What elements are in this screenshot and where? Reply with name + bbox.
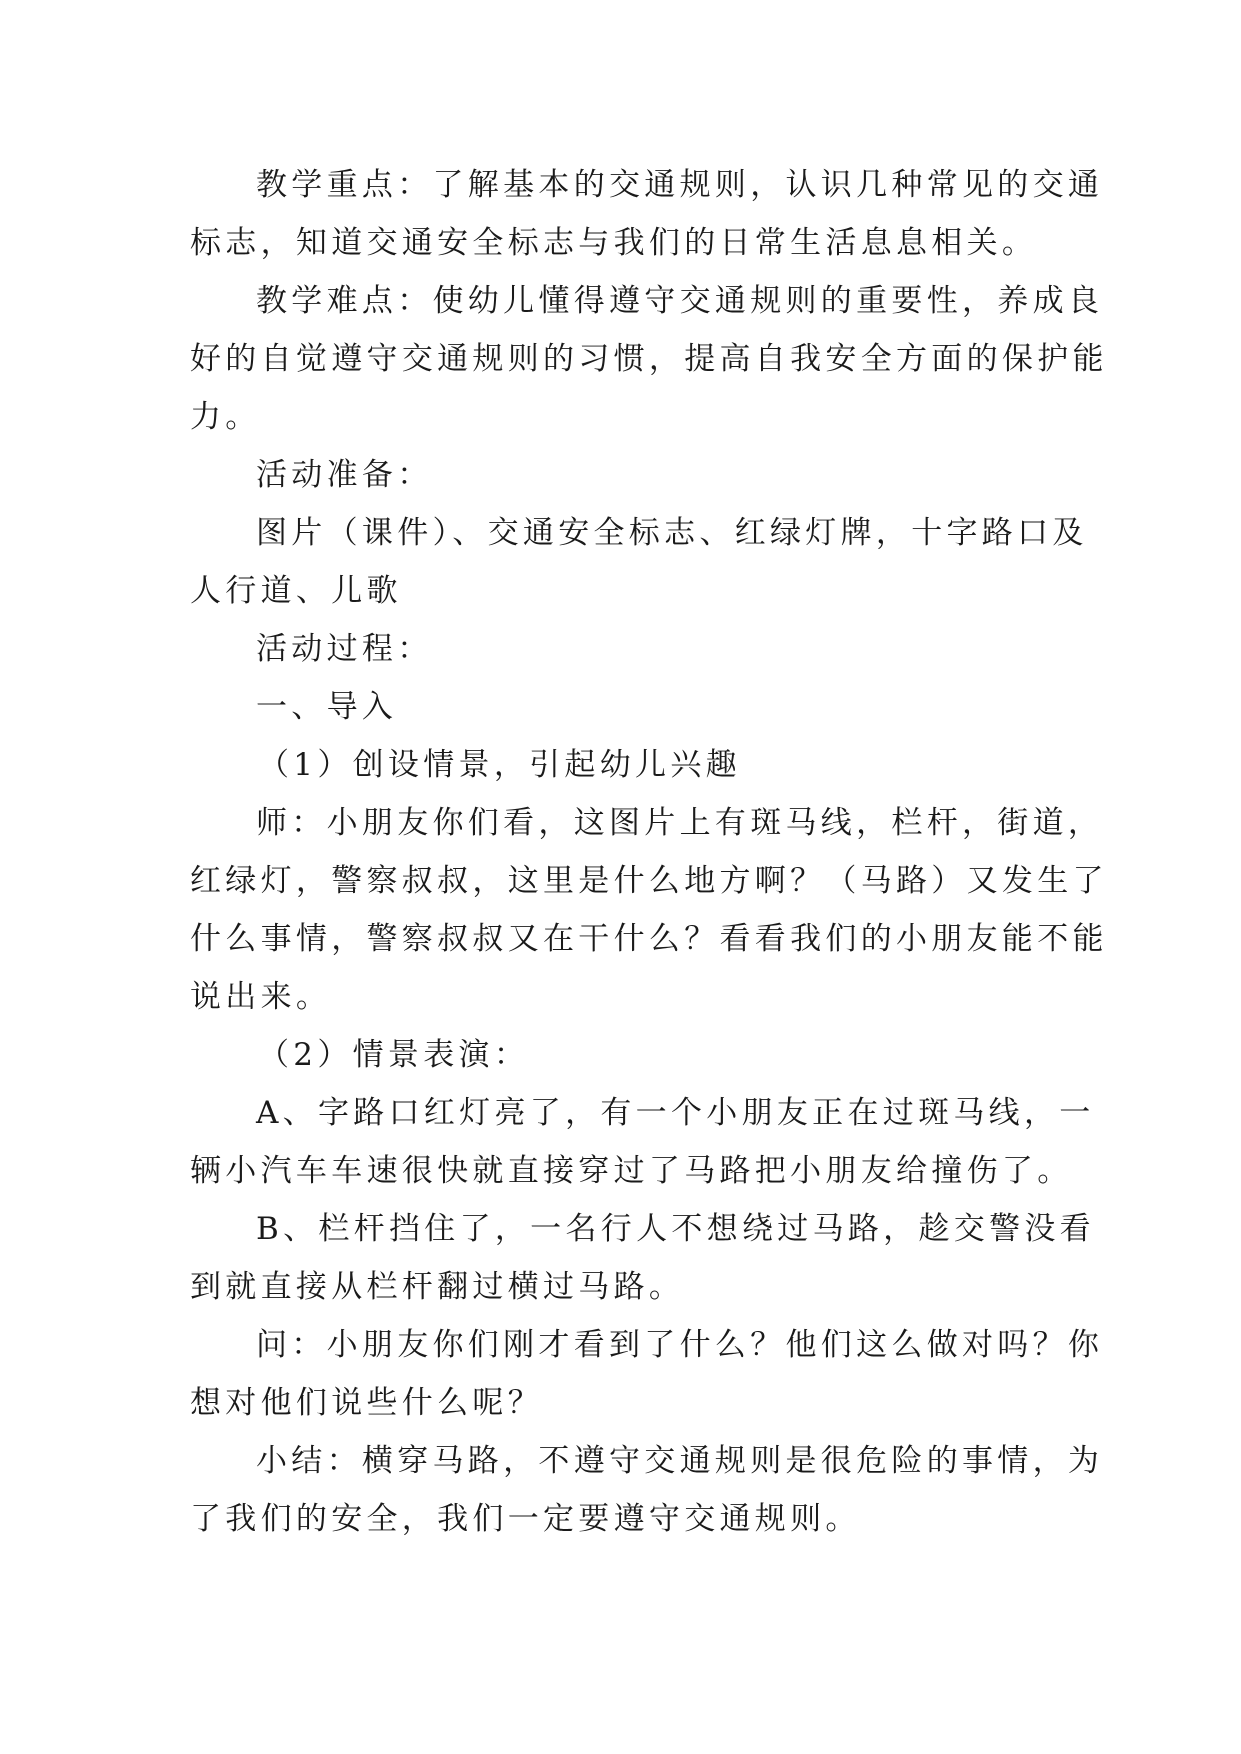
section-intro-heading: 一、导入 — [256, 689, 398, 725]
process-heading: 活动过程： — [256, 631, 433, 667]
preparation-line-2: 人行道、儿歌 — [190, 573, 402, 609]
key-points-line-1: 教学重点：了解基本的交通规则，认识几种常见的交通 — [256, 167, 1104, 203]
scene-a-line-2: 辆小汽车车速很快就直接穿过了马路把小朋友给撞伤了。 — [190, 1153, 1073, 1189]
teacher-line-1: 师：小朋友你们看，这图片上有斑马线，栏杆，街道， — [256, 805, 1104, 841]
difficulty-line-1: 教学难点：使幼儿懂得遵守交通规则的重要性，养成良 — [256, 283, 1104, 319]
step-2-heading: （2）情景表演： — [258, 1037, 530, 1073]
question-line-1: 问：小朋友你们刚才看到了什么？他们这么做对吗？你 — [256, 1327, 1104, 1363]
scene-b-line-2: 到就直接从栏杆翻过横过马路。 — [190, 1269, 685, 1305]
scene-a-line-1: A、字路口红灯亮了，有一个小朋友正在过斑马线，一 — [256, 1095, 1095, 1131]
teacher-line-2: 红绿灯，警察叔叔，这里是什么地方啊？（马路）又发生了 — [190, 863, 1108, 899]
scene-b-line-1: B、栏杆挡住了，一名行人不想绕过马路，趁交警没看 — [256, 1211, 1095, 1247]
preparation-line-1: 图片（课件）、交通安全标志、红绿灯牌，十字路口及 — [256, 515, 1088, 551]
teacher-line-4: 说出来。 — [190, 979, 332, 1015]
difficulty-line-2: 好的自觉遵守交通规则的习惯，提高自我安全方面的保护能 — [190, 341, 1108, 377]
summary-line-1: 小结：横穿马路，不遵守交通规则是很危险的事情，为 — [256, 1443, 1104, 1479]
preparation-heading: 活动准备： — [256, 457, 433, 493]
summary-line-2: 了我们的安全，我们一定要遵守交通规则。 — [190, 1501, 861, 1537]
key-points-line-2: 标志，知道交通安全标志与我们的日常生活息息相关。 — [190, 225, 1038, 261]
teacher-line-3: 什么事情，警察叔叔又在干什么？看看我们的小朋友能不能 — [190, 921, 1108, 957]
question-line-2: 想对他们说些什么呢？ — [190, 1385, 543, 1421]
difficulty-line-3: 力。 — [190, 399, 261, 435]
step-1-heading: （1）创设情景，引起幼儿兴趣 — [258, 747, 741, 783]
